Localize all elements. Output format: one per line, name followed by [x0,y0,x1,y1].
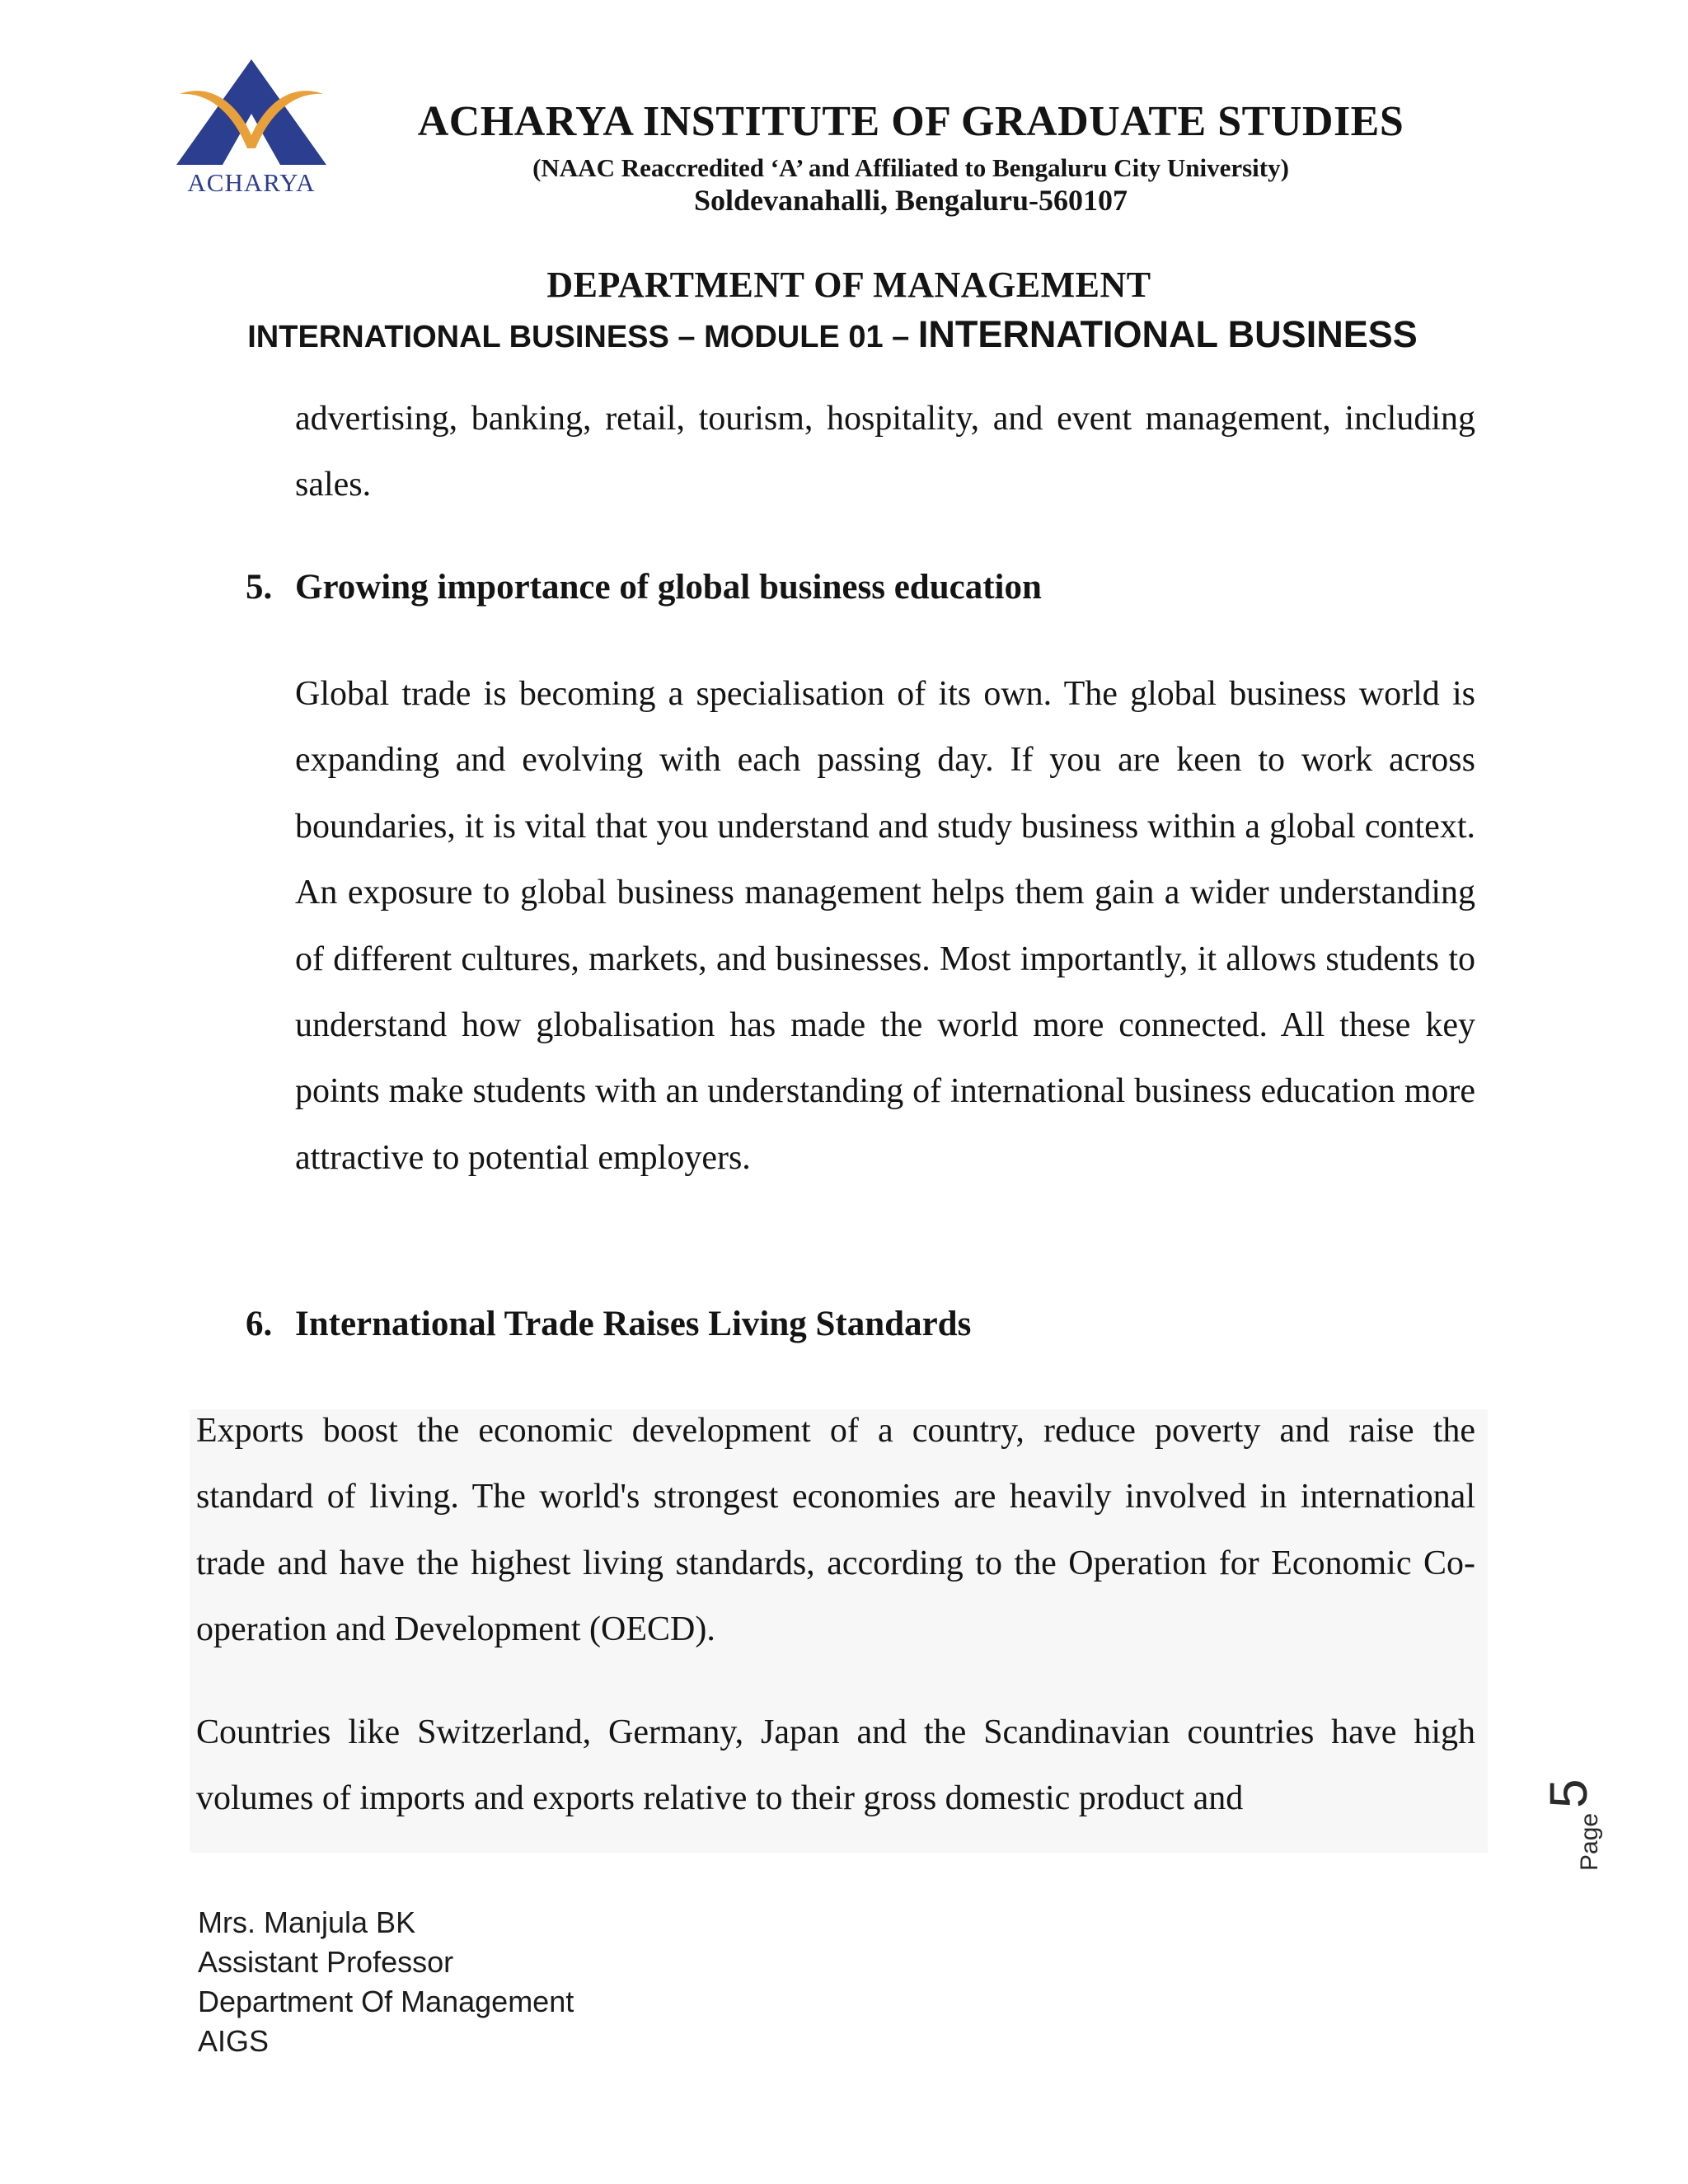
page-number [1533,1772,1615,1871]
department-title: DEPARTMENT OF MANAGEMENT [546,265,1151,305]
module-prefix: INTERNATIONAL BUSINESS – MODULE 01 – [247,320,918,354]
section-6-paragraph-1: Exports boost the economic development of a country, reduce poverty and raise the standard of living. The world's strongest economies are heavily involved in international trade and have the highest living standards, according to the Operation for Economic Co-operation and Development (OECD). [196,1412,1475,1649]
footer-department: Department Of Management [198,1985,574,2018]
module-subject: INTERNATIONAL BUSINESS [917,313,1418,355]
footer-author-name: Mrs. Manjula BK [198,1905,416,1939]
logo-emblem [173,56,330,171]
footer-designation: Assistant Professor [198,1945,454,1979]
accreditation-line: (NAAC Reaccredited ‘A’ and Affiliated to Bengaluru City University) [532,153,1289,182]
page-label: Page [1576,1812,1603,1871]
institute-address: Soldevanahalli, Bengaluru-560107 [693,184,1128,217]
section-5-heading [246,567,1042,607]
section-title: International Trade Raises Living Standards [295,1305,972,1343]
footer-institute: AIGS [198,2024,270,2058]
section-5-paragraph: Global trade is becoming a specialisation of its own. The global business world is expanding and evolving with each passing day. If you are keen to work across boundaries, it is vital that you understand and study business within a global context. An exposure to global business management helps them gain a wider understanding of different cultures, markets, and businesses. Most importantly, it allows students to understand how globalisation has made the world more connected. All these key points make students with an understanding of international business education more attractive to potential employers. [295,675,1475,1177]
continuation-paragraph: advertising, banking, retail, tourism, hospitality, and event management, including sales. [295,400,1475,504]
section-6-heading [246,1304,971,1344]
section-title: Growing importance of global business education [295,568,1042,607]
institute-name: ACHARYA INSTITUTE OF GRADUATE STUDIES [417,98,1404,145]
section-number: 5. [246,568,273,607]
module-title [165,313,1500,356]
logo-wordmark: ACHARYA [187,168,316,197]
page-value: 5 [1539,1779,1598,1808]
section-number: 6. [246,1305,273,1343]
section-6-paragraph-2: Countries like Switzerland, Germany, Japan and the Scandinavian countries have high volumes of imports and exports relative to their gross domestic product and [196,1713,1475,1818]
institute-logo [173,56,330,204]
